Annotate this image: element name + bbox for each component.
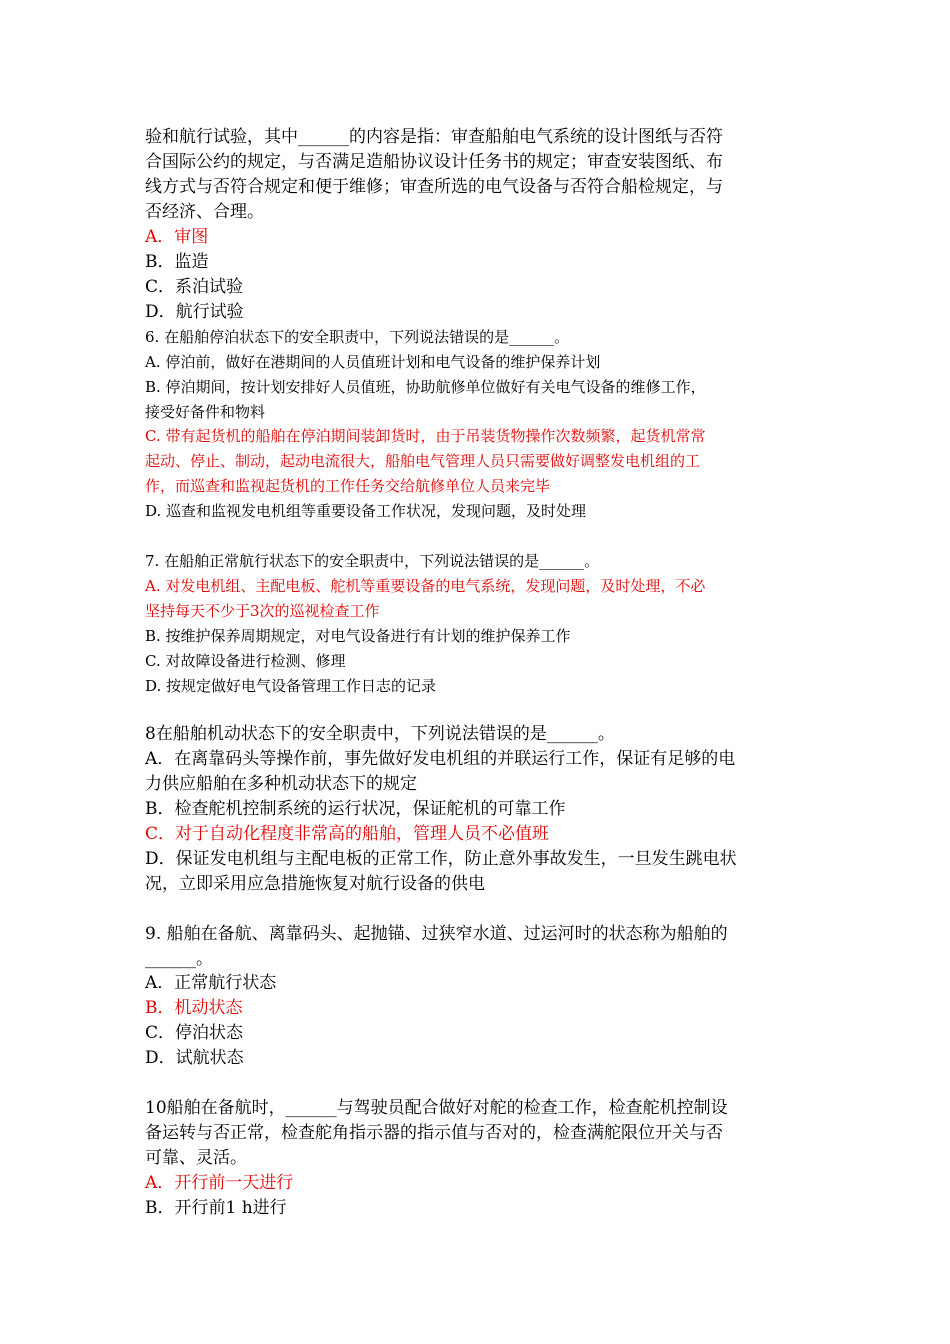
option-b: B．检查舵机控制系统的运行状况，保证舵机的可靠工作	[145, 799, 566, 819]
option-b-line: B. 停泊期间，按计划安排好人员值班，协助航修单位做好有关电气设备的维修工作，	[145, 378, 706, 396]
option-a: A．正常航行状态	[145, 973, 277, 993]
question-stem-line: 否经济、合理。	[145, 202, 264, 222]
question-stem-line: 10船舶在备航时，______与驾驶员配合做好对舵的检查工作，检查舵机控制设	[145, 1098, 728, 1118]
question-stem-line: 可靠、灵活。	[145, 1148, 247, 1168]
option-c: C. 对故障设备进行检测、修理	[145, 652, 346, 670]
question-stem-line: 9. 船舶在备航、离靠码头、起抛锚、过狭窄水道、过运河时的状态称为船舶的	[145, 924, 728, 944]
option-b: B. 按维护保养周期规定，对电气设备进行有计划的维护保养工作	[145, 627, 571, 645]
option-a-correct-line: 坚持每天不少于3次的巡视检查工作	[145, 602, 380, 620]
option-c-correct: C．对于自动化程度非常高的船舶，管理人员不必值班	[145, 824, 550, 844]
option-c: C．系泊试验	[145, 277, 244, 297]
question-stem-line: 线方式与否符合规定和便于维修；审查所选的电气设备与否符合船检规定，与	[145, 177, 723, 197]
option-d: D. 按规定做好电气设备管理工作日志的记录	[145, 677, 437, 695]
option-d: D．航行试验	[145, 302, 244, 322]
question-stem: 7. 在船舶正常航行状态下的安全职责中，下列说法错误的是______。	[145, 552, 600, 570]
question-stem-line: 合国际公约的规定，与否满足造船协议设计任务书的规定；审查安装图纸、布	[145, 152, 723, 172]
option-b-line: 接受好备件和物料	[145, 403, 266, 421]
option-d: D. 巡查和监视发电机组等重要设备工作状况，发现问题，及时处理	[145, 502, 587, 520]
question-stem: 8在船舶机动状态下的安全职责中，下列说法错误的是______。	[145, 724, 615, 744]
option-a-line: A．在离靠码头等操作前，事先做好发电机组的并联运行工作，保证有足够的电	[145, 749, 736, 769]
question-stem: 6. 在船舶停泊状态下的安全职责中，下列说法错误的是______。	[145, 328, 570, 346]
option-a-line: 力供应船舶在多种机动状态下的规定	[145, 774, 417, 794]
option-a-correct-line: A. 对发电机组、主配电板、舵机等重要设备的电气系统，发现问题，及时处理，不必	[145, 577, 706, 595]
question-stem-line: ______。	[145, 949, 213, 969]
option-c-correct-line: C. 带有起货机的船舶在停泊期间装卸货时，由于吊装货物操作次数频繁，起货机常常	[145, 427, 706, 445]
option-c-correct-line: 作，而巡查和监视起货机的工作任务交给航修单位人员来完毕	[145, 477, 551, 495]
option-d-line: D．保证发电机组与主配电板的正常工作，防止意外事故发生，一旦发生跳电状	[145, 849, 737, 869]
option-b: B．监造	[145, 252, 209, 272]
option-c-correct-line: 起动、停止、制动，起动电流很大，船舶电气管理人员只需要做好调整发电机组的工	[145, 452, 701, 470]
option-b: B．开行前1 h进行	[145, 1198, 287, 1218]
option-b-correct: B．机动状态	[145, 998, 243, 1018]
question-stem-line: 验和航行试验，其中______的内容是指：审查船舶电气系统的设计图纸与否符	[145, 127, 723, 147]
option-d-line: 况，立即采用应急措施恢复对航行设备的供电	[145, 874, 485, 894]
option-a-correct: A．开行前一天进行	[145, 1173, 294, 1193]
option-d: D．试航状态	[145, 1048, 244, 1068]
option-c: C．停泊状态	[145, 1023, 244, 1043]
option-a: A. 停泊前，做好在港期间的人员值班计划和电气设备的维护保养计划	[145, 353, 601, 371]
question-stem-line: 备运转与否正常，检查舵角指示器的指示值与否对的，检查满舵限位开关与否	[145, 1123, 723, 1143]
option-a-correct: A．审图	[145, 227, 209, 247]
